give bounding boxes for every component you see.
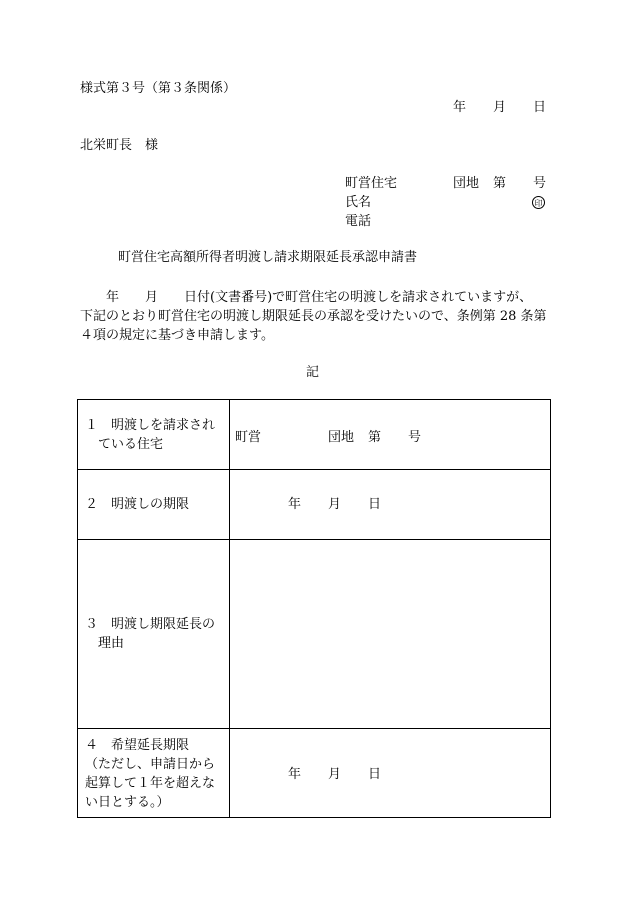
body-line-1: 年 月 日付(文書番号)で町営住宅の明渡しを請求されていますが、 — [80, 290, 533, 305]
applicant-danchi-label: 団地 — [453, 176, 480, 191]
row-2-year: 年 — [288, 497, 302, 512]
form-number: 様式第３号（第３条関係） — [80, 81, 237, 96]
body-line-2: 下記のとおり町営住宅の明渡し期限延長の承認を受けたいので、条例第 28 条第 — [80, 309, 547, 324]
applicant-name-label: 氏名 — [345, 195, 372, 210]
body-paragraph — [80, 288, 558, 345]
row-1-dai: 第 — [368, 430, 382, 445]
row-divider — [78, 539, 550, 540]
body-line-3: ４項の規定に基づき申請します。 — [80, 328, 274, 343]
applicant-dai-label: 第 — [493, 176, 507, 191]
seal-icon: 印 — [532, 196, 545, 209]
row-1-label — [85, 416, 215, 454]
row-1-chou: 町営 — [235, 430, 262, 445]
row-4-label-line: い日とする。） — [85, 795, 170, 810]
row-2-month: 月 — [328, 497, 342, 512]
row-4-month: 月 — [328, 767, 342, 782]
row-2-day: 日 — [368, 497, 382, 512]
seal-mark — [532, 195, 545, 211]
row-4-label-line: （ただし、申請日から — [85, 757, 216, 772]
row-3-label — [85, 615, 215, 653]
row-4-day: 日 — [368, 767, 382, 782]
row-2-label — [85, 495, 189, 514]
row-4-label-line: 起算して１年を超えな — [85, 776, 216, 791]
date-month-label: 月 — [493, 100, 507, 115]
row-1-danchi: 団地 — [328, 430, 355, 445]
date-year-label: 年 — [453, 100, 467, 115]
ki-heading: 記 — [306, 365, 320, 380]
column-divider — [229, 400, 230, 817]
row-4-label — [85, 736, 215, 812]
addressee: 北栄町長 様 — [80, 138, 159, 153]
row-1-label-line: １ 明渡しを請求され — [85, 418, 216, 433]
applicant-housing-label: 町営住宅 — [345, 176, 398, 191]
applicant-go-label: 号 — [533, 176, 547, 191]
row-divider — [78, 728, 550, 729]
row-3-label-line: ３ 明渡し期限延長の — [85, 617, 216, 632]
row-divider — [78, 469, 550, 470]
row-1-label-line: ている住宅 — [85, 437, 164, 452]
application-table — [77, 399, 551, 818]
document-title: 町営住宅高額所得者明渡し請求期限延長承認申請書 — [118, 250, 418, 265]
date-day-label: 日 — [533, 100, 547, 115]
applicant-phone-label: 電話 — [345, 214, 372, 229]
row-1-go: 号 — [408, 430, 422, 445]
row-4-label-line: ４ 希望延長期限 — [85, 738, 190, 753]
row-4-year: 年 — [288, 767, 302, 782]
row-2-label-line: ２ 明渡しの期限 — [85, 497, 190, 512]
row-3-label-line: 理由 — [85, 636, 125, 651]
